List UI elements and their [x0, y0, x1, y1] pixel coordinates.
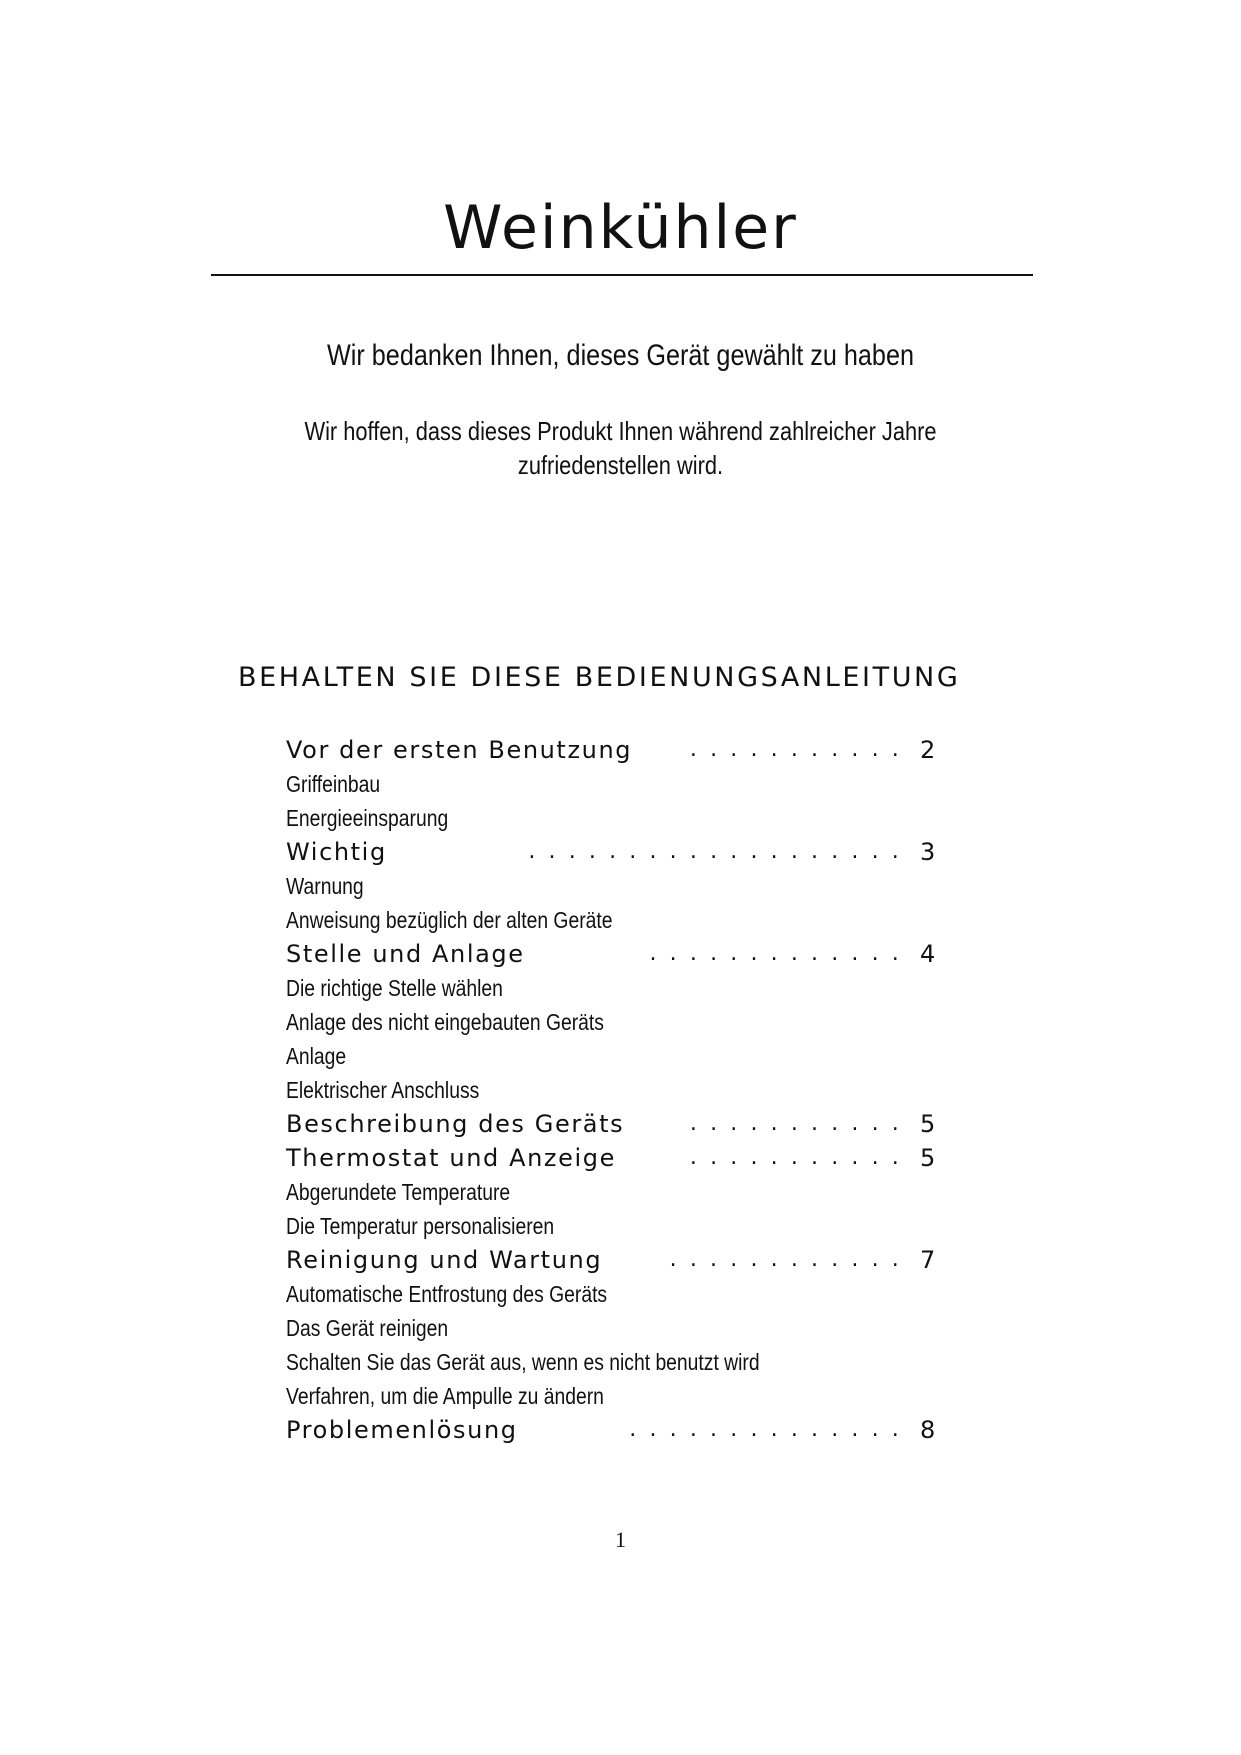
- toc-subentry-label: Die richtige Stelle wählen: [286, 975, 503, 1001]
- toc-subentry: [286, 1175, 946, 1209]
- toc-section-label: Beschreibung des Geräts: [286, 1110, 625, 1138]
- toc-subentry-label: Energieeinsparung: [286, 805, 449, 831]
- toc-subentry-label: Anweisung bezüglich der alten Geräte: [286, 907, 613, 933]
- toc-dot-leader: ............: [669, 1247, 912, 1272]
- toc-dot-leader: ..............: [629, 1417, 912, 1442]
- toc-subentry: [286, 903, 946, 937]
- toc-page-number: 3: [920, 838, 936, 866]
- toc-dot-leader: .............: [649, 941, 912, 966]
- toc-section-label: Reinigung und Wartung: [286, 1246, 603, 1274]
- toc-subentry-label: Abgerundete Temperature: [286, 1179, 511, 1205]
- toc-subentry-label: Schalten Sie das Gerät aus, wenn es nicht benutzt wird: [286, 1349, 760, 1375]
- toc-subentry-label: Anlage des nicht eingebauten Geräts: [286, 1009, 604, 1035]
- toc-subentry: [286, 1073, 946, 1107]
- toc-section-label: Wichtig: [286, 838, 387, 866]
- toc-subentry: [286, 1277, 946, 1311]
- toc-page-number: 5: [920, 1144, 936, 1172]
- toc-dot-leader: ...........: [689, 1145, 912, 1170]
- toc-subentry-label: Automatische Entfrostung des Geräts: [286, 1281, 608, 1307]
- toc-dot-leader: ...........: [689, 737, 912, 762]
- toc-subentry-label: Elektrischer Anschluss: [286, 1077, 480, 1103]
- toc-subentry-label: Warnung: [286, 873, 364, 899]
- toc-subentry-label: Griffeinbau: [286, 771, 381, 797]
- toc-dot-leader: ...........: [689, 1111, 912, 1136]
- toc-section-label: Stelle und Anlage: [286, 940, 525, 968]
- toc-section-label: Thermostat und Anzeige: [286, 1144, 616, 1172]
- title-divider: [211, 274, 1033, 276]
- toc-subentry: [286, 1311, 946, 1345]
- toc-subentry: [286, 1039, 946, 1073]
- toc-section-entry: [286, 1107, 946, 1141]
- document-title: Weinkühler: [443, 193, 798, 263]
- toc-subentry: [286, 1005, 946, 1039]
- toc-section-entry: [286, 733, 946, 767]
- toc-subentry: [286, 1209, 946, 1243]
- toc-section-entry: [286, 1141, 946, 1175]
- toc-page-number: 5: [920, 1110, 936, 1138]
- toc-subentry-label: Das Gerät reinigen: [286, 1315, 449, 1341]
- toc-page-number: 2: [920, 736, 936, 764]
- page-number: 1: [615, 1527, 626, 1552]
- toc-section-label: Problemenlösung: [286, 1416, 518, 1444]
- toc-page-number: 7: [920, 1246, 936, 1274]
- hope-paragraph: [99, 414, 1141, 482]
- toc-section-entry: [286, 937, 946, 971]
- toc-dot-leader: ...................: [528, 839, 912, 864]
- toc-subentry: [286, 767, 946, 801]
- toc-heading: BEHALTEN SIE DIESE BEDIENUNGSANLEITUNG: [238, 662, 961, 693]
- toc-subentry: [286, 801, 946, 835]
- table-of-contents: [286, 733, 946, 1447]
- toc-subentry-label: Verfahren, um die Ampulle zu ändern: [286, 1383, 604, 1409]
- hope-line-2: zufriedenstellen wird.: [517, 450, 724, 480]
- toc-subentry: [286, 1379, 946, 1413]
- toc-subentry: [286, 971, 946, 1005]
- toc-page-number: 4: [920, 940, 936, 968]
- toc-subentry-label: Anlage: [286, 1043, 347, 1069]
- toc-section-entry: [286, 1243, 946, 1277]
- thank-you-line: Wir bedanken Ihnen, dieses Gerät gewählt zu haben: [327, 339, 914, 372]
- toc-subentry: [286, 1345, 946, 1379]
- toc-subentry: [286, 869, 946, 903]
- toc-page-number: 8: [920, 1416, 936, 1444]
- hope-line-1: Wir hoffen, dass dieses Produkt Ihnen während zahlreicher Jahre: [304, 416, 937, 446]
- toc-section-entry: [286, 1413, 946, 1447]
- toc-section-label: Vor der ersten Benutzung: [286, 736, 633, 764]
- toc-section-entry: [286, 835, 946, 869]
- toc-subentry-label: Die Temperatur personalisieren: [286, 1213, 555, 1239]
